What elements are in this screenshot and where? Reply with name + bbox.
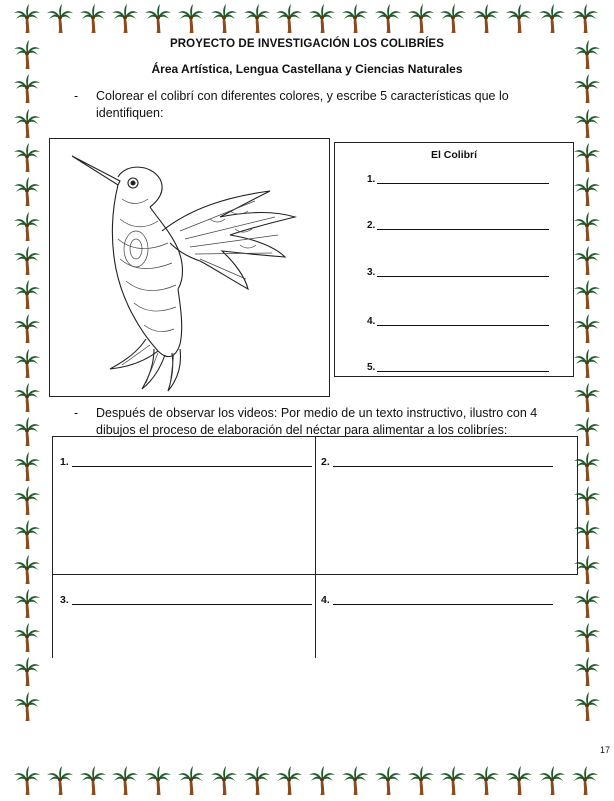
palm-tree-icon <box>244 766 270 796</box>
palm-tree-icon <box>574 383 600 413</box>
palm-tree-icon <box>14 692 40 722</box>
palm-tree-icon <box>14 555 40 585</box>
hummingbird-illustration <box>50 139 329 396</box>
palm-tree-icon <box>473 766 499 796</box>
palm-tree-icon <box>342 4 368 34</box>
palm-tree-icon <box>14 212 40 242</box>
palm-tree-icon <box>574 657 600 687</box>
grid-center-divider <box>315 436 316 658</box>
grid-left-border <box>52 436 53 658</box>
cell-number: 4. <box>321 594 330 606</box>
hummingbird-coloring-box <box>49 138 330 397</box>
characteristics-title: El Colibrí <box>430 149 478 161</box>
palm-tree-icon <box>574 280 600 310</box>
palm-tree-icon <box>473 4 499 34</box>
cell-number: 1. <box>60 456 69 468</box>
palm-tree-icon <box>211 766 237 796</box>
palm-tree-icon <box>276 766 302 796</box>
characteristic-number: 5. <box>367 362 376 373</box>
answer-line[interactable] <box>377 325 549 326</box>
bullet-dash: - <box>74 406 79 420</box>
palm-tree-icon <box>14 520 40 550</box>
palm-tree-icon <box>112 4 138 34</box>
palm-tree-icon <box>14 280 40 310</box>
palm-tree-icon <box>14 623 40 653</box>
palm-tree-icon <box>14 314 40 344</box>
palm-tree-icon <box>506 4 532 34</box>
page-title: PROYECTO DE INVESTIGACIÓN LOS COLIBRÍES <box>170 38 444 50</box>
instruction-2-line-2: dibujos el proceso de elaboración del néctar para alimentar a los colibríes: <box>96 423 508 437</box>
palm-tree-icon <box>178 4 204 34</box>
drawing-cell-4-label[interactable] <box>321 590 575 606</box>
palm-tree-icon <box>14 589 40 619</box>
answer-line[interactable] <box>377 229 549 230</box>
instruction-1-line-1: Colorear el colibrí con diferentes colores, y escribe 5 características que lo <box>96 89 509 103</box>
cell-number: 3. <box>60 594 69 606</box>
page-number: 17 <box>599 745 610 755</box>
palm-tree-icon <box>572 4 598 34</box>
answer-line[interactable] <box>333 466 553 467</box>
answer-line[interactable] <box>377 371 549 372</box>
palm-tree-icon <box>14 143 40 173</box>
palm-tree-icon <box>244 4 270 34</box>
grid-right-border <box>577 436 578 574</box>
palm-tree-icon <box>408 766 434 796</box>
palm-tree-icon <box>342 766 368 796</box>
palm-tree-icon <box>80 766 106 796</box>
palm-tree-icon <box>14 349 40 379</box>
palm-tree-icon <box>14 177 40 207</box>
characteristics-box <box>334 142 574 377</box>
palm-tree-icon <box>309 766 335 796</box>
answer-line[interactable] <box>377 183 549 184</box>
palm-tree-icon <box>572 766 598 796</box>
palm-tree-icon <box>539 4 565 34</box>
instruction-1 <box>74 88 544 124</box>
drawing-cell-1-label[interactable] <box>60 452 312 468</box>
palm-tree-icon <box>14 766 40 796</box>
characteristic-number: 3. <box>367 267 376 278</box>
palm-tree-icon <box>574 212 600 242</box>
palm-tree-icon <box>14 657 40 687</box>
palm-tree-icon <box>506 766 532 796</box>
palm-tree-icon <box>47 766 73 796</box>
cell-number: 2. <box>321 456 330 468</box>
palm-tree-icon <box>145 766 171 796</box>
palm-tree-icon <box>440 4 466 34</box>
answer-line[interactable] <box>377 276 549 277</box>
palm-tree-icon <box>408 4 434 34</box>
palm-tree-icon <box>14 417 40 447</box>
palm-tree-icon <box>14 452 40 482</box>
answer-line[interactable] <box>72 604 312 605</box>
drawing-grid <box>52 436 578 658</box>
palm-tree-icon <box>178 766 204 796</box>
answer-line[interactable] <box>333 604 553 605</box>
palm-tree-icon <box>574 177 600 207</box>
palm-tree-icon <box>309 4 335 34</box>
palm-tree-icon <box>14 246 40 276</box>
palm-tree-icon <box>574 314 600 344</box>
palm-tree-icon <box>80 4 106 34</box>
palm-tree-icon <box>574 109 600 139</box>
instruction-1-line-2: identifiquen: <box>96 106 164 120</box>
instruction-2-line-1: Después de observar los videos: Por medio de un texto instructivo, ilustro con 4 <box>96 406 538 420</box>
palm-tree-icon <box>276 4 302 34</box>
palm-tree-icon <box>145 4 171 34</box>
palm-tree-icon <box>14 74 40 104</box>
palm-tree-icon <box>574 349 600 379</box>
characteristic-number: 1. <box>367 174 376 185</box>
drawing-cell-3-label[interactable] <box>60 590 312 606</box>
bullet-dash: - <box>74 89 79 103</box>
palm-tree-icon <box>14 383 40 413</box>
palm-tree-icon <box>574 143 600 173</box>
palm-tree-icon <box>574 74 600 104</box>
palm-tree-icon <box>14 109 40 139</box>
palm-tree-icon <box>440 766 466 796</box>
answer-line[interactable] <box>72 466 312 467</box>
palm-tree-icon <box>574 246 600 276</box>
page-subtitle: Área Artística, Lengua Castellana y Ciencias Naturales <box>151 62 463 76</box>
palm-tree-icon <box>112 766 138 796</box>
palm-tree-icon <box>539 766 565 796</box>
characteristic-number: 4. <box>367 316 376 327</box>
palm-tree-icon <box>574 692 600 722</box>
palm-tree-icon <box>14 4 40 34</box>
characteristic-number: 2. <box>367 220 376 231</box>
palm-tree-icon <box>375 4 401 34</box>
palm-tree-icon <box>375 766 401 796</box>
palm-tree-icon <box>14 486 40 516</box>
drawing-cell-2-label[interactable] <box>321 452 575 468</box>
palm-tree-icon <box>47 4 73 34</box>
palm-tree-icon <box>211 4 237 34</box>
